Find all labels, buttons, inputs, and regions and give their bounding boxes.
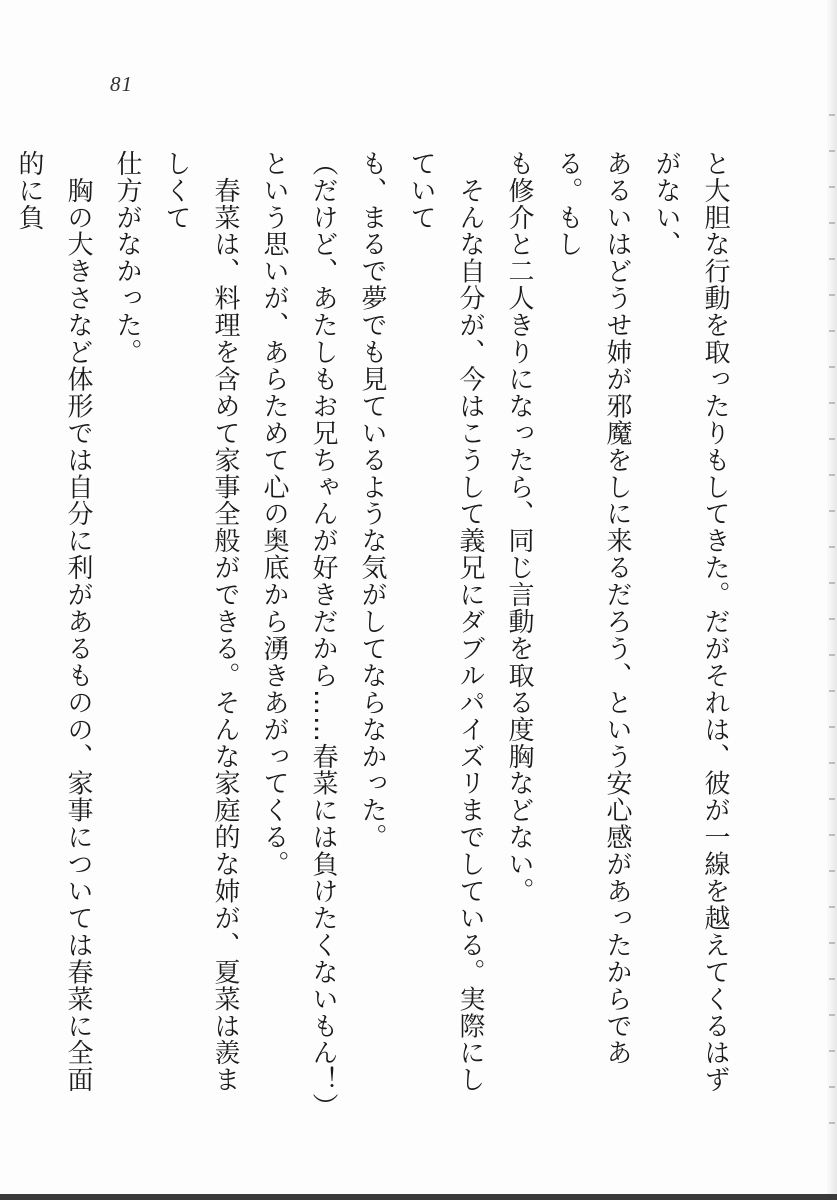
vertical-body-text [14, 150, 739, 1121]
text-line: と大胆な行動を取ったりもしてきた。だがそれは、彼が一線を越えてくるはずがない、 [651, 150, 730, 1094]
text-line: （だけど、あたしもお兄ちゃんが好きだから……春菜には負けたくないもん！） [308, 150, 338, 1121]
text-line: も、まるで夢でも見ているような気がしてならなかった。 [357, 150, 387, 851]
page-edge-marks [829, 80, 835, 1130]
text-line: そんな自分が、今はこうして義兄にダブルパイズリまでしている。実際にしていて [406, 150, 485, 1094]
page-number: 81 [110, 72, 133, 96]
text-line [0, 150, 4, 1110]
text-line: 胸の大きさなど体形では自分に利があるものの、家事については春菜に全面的に負 [14, 150, 93, 1094]
text-line: という思いが、あらためて心の奥底から湧きあがってくる。 [259, 150, 289, 878]
text-line: 春菜は、料理を含めて家事全般ができる。そんな家庭的な姉が、夏菜は羨ましくて [161, 150, 240, 1094]
text-line: も修介と二人きりになったら、同じ言動を取る度胸などない。 [504, 150, 534, 905]
text-line: 仕方がなかった。 [112, 150, 142, 366]
bottom-edge-line [0, 1194, 837, 1200]
text-line: あるいはどうせ姉が邪魔をしに来るだろう、という安心感があったからである。もし [553, 150, 632, 1067]
